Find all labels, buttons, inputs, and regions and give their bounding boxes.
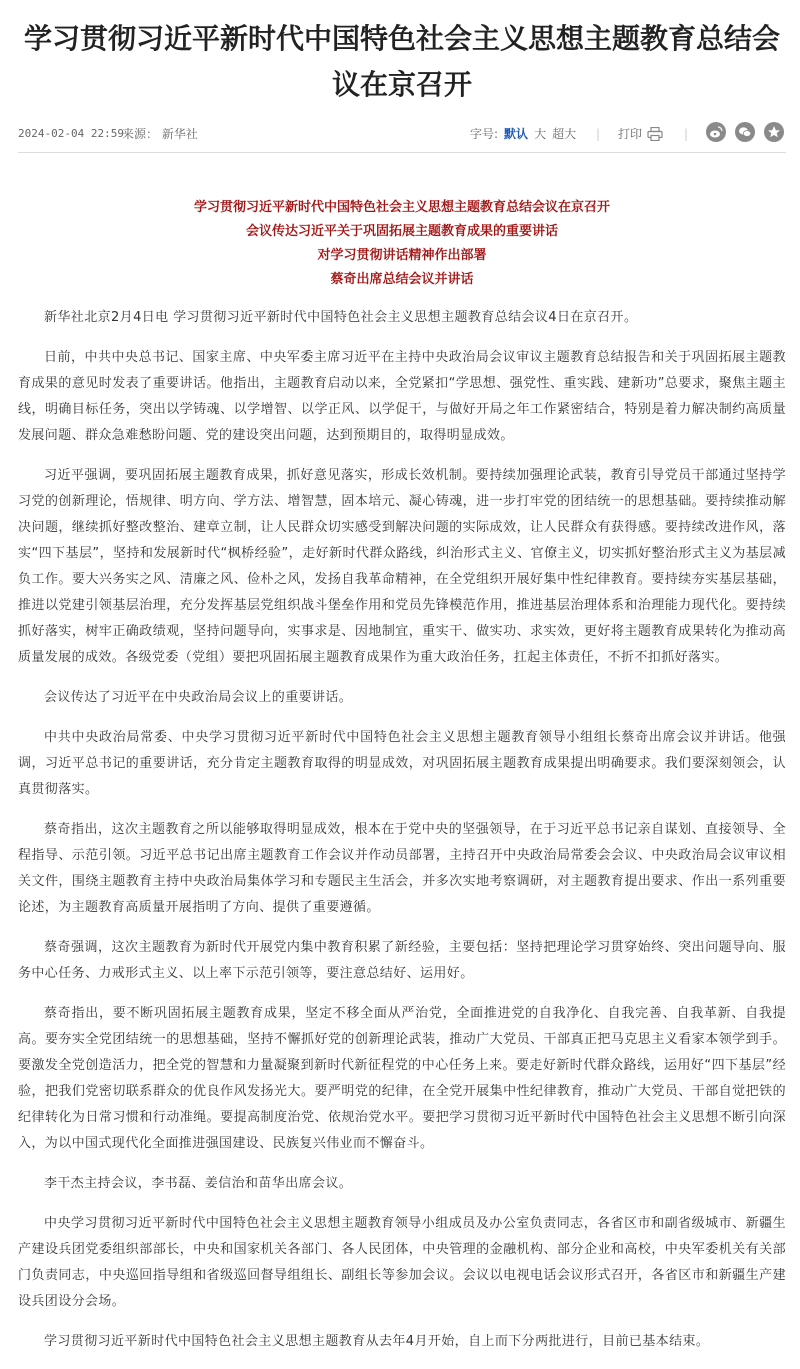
article-body	[18, 305, 786, 1369]
font-size-label: 字号:	[470, 127, 499, 141]
paragraph: 中央学习贯彻习近平新时代中国特色社会主义思想主题教育领导小组成员及办公室负责同志，各省区市和副省级城市、新疆生产建设兵团党委组织部部长，中央和国家机关各部门、各人民团体，中央管理的金融机构、部分企业和高校，中央军委机关有关部门负责同志，中央巡回指导组和省级巡回督导组组长、副组长等参加会议。会议以电视电话会议形式召开，各省区市和新疆生产建设兵团设分会场。	[18, 1216, 786, 1309]
headline-line: 学习贯彻习近平新时代中国特色社会主义思想主题教育总结会议在京召开	[193, 200, 610, 215]
share-buttons	[706, 122, 784, 142]
paragraph: 日前，中共中央总书记、国家主席、中央军委主席习近平在主持中央政治局会议审议主题教育总结报告和关于巩固拓展主题教育成果的意见时发表了重要讲话。他指出，主题教育启动以来，全党紧扣“学思想、强党性、重实践、建新功”总要求，聚焦主题主线，明确目标任务，突出以学铸魂、以学增智、以学正风、以学促干，与做好开局之年工作紧密结合，特别是着力解决制约高质量发展问题、群众急难愁盼问题、党的建设突出问题，达到预期目的，取得明显成效。	[18, 350, 786, 443]
headline-line: 会议传达习近平关于巩固拓展主题教育成果的重要讲话	[245, 224, 558, 239]
font-large-button[interactable]: 大	[534, 127, 547, 141]
font-xlarge-button[interactable]: 超大	[552, 127, 577, 141]
weibo-icon[interactable]	[706, 122, 726, 142]
printer-icon	[647, 127, 663, 141]
publish-date: 2024-02-04 22:59	[18, 127, 124, 140]
paragraph: 新华社北京2月4日电 学习贯彻习近平新时代中国特色社会主义思想主题教育总结会议4日在京召开。	[44, 310, 638, 325]
paragraph: 蔡奇指出，要不断巩固拓展主题教育成果，坚定不移全面从严治党，全面推进党的自我净化、自我完善、自我革新、自我提高。要夯实全党团结统一的思想基础，坚持不懈抓好党的创新理论武装，推动广大党员、干部真正把马克思主义看家本领学到手。要激发全党创造活力，把全党的智慧和力量凝聚到新时代新征程党的中心任务上来。要走好新时代群众路线，运用好“四下基层”经验，把我们党密切联系群众的优良作风发扬光大。要严明党的纪律，在全党开展集中性纪律教育，推动广大党员、干部自觉把铁的纪律转化为日常习惯和行动准绳。要提高制度治党、依规治党水平。要把学习贯彻习近平新时代中国特色社会主义思想不断引向深入，为以中国式现代化全面推进强国建设、民族复兴伟业而不懈奋斗。	[18, 1006, 786, 1151]
headline-line: 对学习贯彻讲话精神作出部署	[317, 248, 487, 263]
headline-line: 蔡奇出席总结会议并讲话	[330, 272, 474, 287]
favorite-icon[interactable]	[764, 122, 784, 142]
headline-block	[18, 196, 786, 292]
wechat-icon[interactable]	[735, 122, 755, 142]
print-label: 打印	[618, 127, 643, 141]
paragraph: 习近平强调，要巩固拓展主题教育成果，抓好意见落实，形成长效机制。要持续加强理论武装，教育引导党员干部通过坚持学习党的创新理论，悟规律、明方向、学方法、增智慧，固本培元、凝心铸魂，进一步打牢党的团结统一的思想基础。要持续推动解决问题，继续抓好整改整治、建章立制，让人民群众切实感受到解决问题的实际成效，让人民群众有获得感。要持续改进作风，落实“四下基层”，坚持和发展新时代“枫桥经验”，走好新时代群众路线，纠治形式主义、官僚主义，切实抓好整治形式主义为基层减负工作。要大兴务实之风、清廉之风、俭朴之风，发扬自我革命精神，在全党组织开展好集中性纪律教育。要持续夯实基层基础，推进以党建引领基层治理，充分发挥基层党组织战斗堡垒作用和党员先锋模范作用，推进基层治理体系和治理能力现代化。要持续抓好落实，树牢正确政绩观，坚持问题导向，实事求是、因地制宜，重实干、做实功、求实效，更好将主题教育成果转化为推动高质量发展的成效。各级党委（党组）要把巩固拓展主题教育成果作为重大政治任务，扛起主体责任，不折不扣抓好落实。	[18, 468, 786, 665]
divider: |	[684, 127, 689, 141]
paragraph: 学习贯彻习近平新时代中国特色社会主义思想主题教育从去年4月开始，自上而下分两批进行，目前已基本结束。	[44, 1334, 710, 1349]
paragraph: 中共中央政治局常委、中央学习贯彻习近平新时代中国特色社会主义思想主题教育领导小组组长蔡奇出席会议并讲话。他强调，习近平总书记的重要讲话，充分肯定主题教育取得的明显成效，对巩固拓展主题教育成果提出明确要求。我们要深刻领会，认真贯彻落实。	[18, 730, 786, 797]
article-meta	[18, 124, 786, 144]
paragraph: 蔡奇指出，这次主题教育之所以能够取得明显成效，根本在于党中央的坚强领导，在于习近平总书记亲自谋划、直接领导、全程指导、示范引领。习近平总书记出席主题教育工作会议并作动员部署，主持召开中央政治局常委会会议、中央政治局会议审议相关文件，围绕主题教育主持中央政治局集体学习和专题民主生活会，并多次实地考察调研，对主题教育提出要求、作出一系列重要论述，为主题教育高质量开展指明了方向、提供了重要遵循。	[18, 822, 786, 915]
font-size-controls	[470, 124, 582, 144]
source-label: 来源： 新华社	[122, 127, 198, 141]
divider	[18, 152, 786, 153]
divider: |	[596, 127, 601, 141]
paragraph: 蔡奇强调，这次主题教育为新时代开展党内集中教育积累了新经验，主要包括：坚持把理论学习贯穿始终、突出问题导向、服务中心任务、力戒形式主义、以上率下示范引领等，要注意总结好、运用好。	[18, 940, 786, 981]
page-title: 学习贯彻习近平新时代中国特色社会主义思想主题教育总结会议在京召开	[23, 22, 780, 101]
paragraph: 李干杰主持会议，李书磊、姜信治和苗华出席会议。	[44, 1176, 353, 1191]
font-default-button[interactable]: 默认	[504, 127, 529, 141]
paragraph: 会议传达了习近平在中央政治局会议上的重要讲话。	[44, 690, 353, 705]
print-button[interactable]	[618, 124, 663, 144]
